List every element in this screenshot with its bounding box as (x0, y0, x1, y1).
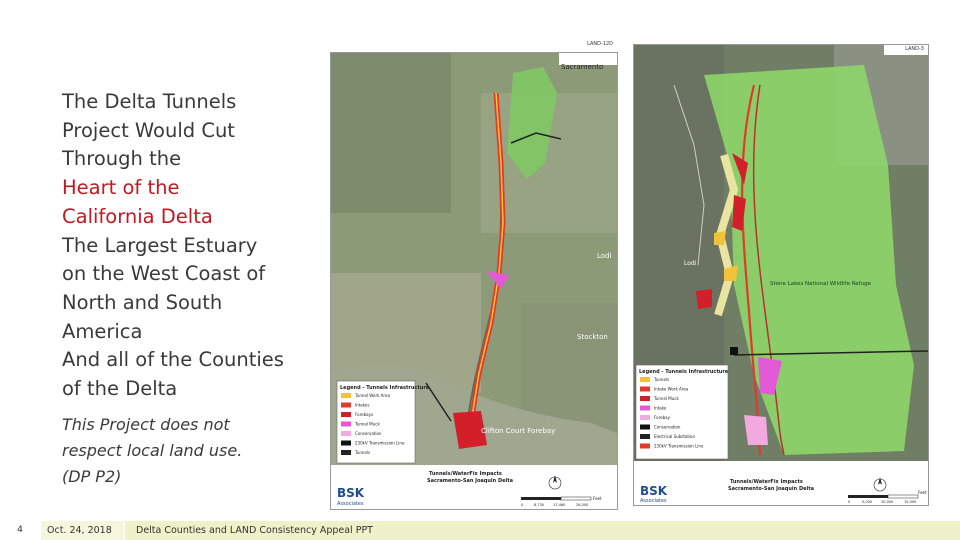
map-left-canvas (331, 53, 617, 509)
place-label: Lodi (597, 252, 612, 260)
legend-item-label: Intake (654, 405, 667, 411)
slide-note (62, 412, 312, 490)
scale-unit: Feet (593, 496, 602, 501)
legend-item-label: Tunnel Muck (654, 396, 679, 401)
map-left (330, 41, 618, 510)
legend-swatch (640, 387, 650, 392)
scale-tick: 10,000 (881, 500, 894, 504)
legend-swatch (640, 406, 650, 411)
slide-text-block (62, 88, 312, 490)
heading-line-highlight: Heart of the (62, 176, 180, 200)
heading-line: Through the (62, 147, 182, 171)
legend-swatch (640, 425, 650, 430)
legend-item-label: Conservation (654, 424, 681, 430)
map-title: Tunnels/WaterFix Impacts (429, 471, 502, 477)
legend-swatch (640, 444, 650, 449)
heading-line: And all of the Counties (62, 348, 284, 372)
place-label: Clifton Court Forebay (481, 427, 556, 435)
legend-swatch (640, 377, 650, 382)
scale-tick: 5,000 (862, 500, 873, 504)
legend-swatch (341, 403, 351, 408)
bsk-logo: BSK (640, 484, 668, 498)
scale-tick: 8,730 (534, 503, 545, 507)
legend-item-label: Tunnel Work Area (355, 393, 390, 398)
legend-swatch (341, 450, 351, 455)
legend-swatch (640, 415, 650, 420)
place-label: Stockton (577, 333, 608, 341)
legend-swatch (341, 441, 351, 446)
footer-date-box (40, 521, 125, 540)
footer-date: Oct. 24, 2018 (47, 525, 112, 536)
scale-tick: 17,460 (553, 503, 566, 507)
legend-item-label: Forebays (355, 412, 374, 417)
place-label: Lodi (684, 260, 697, 267)
legend-item-label: Forebay (654, 415, 670, 420)
legend-item-label: Tunnels (654, 377, 670, 382)
slide-number: 4 (0, 521, 40, 540)
legend-item-label: Tunnel Muck (355, 421, 380, 427)
legend-swatch (341, 431, 351, 436)
legend-item-label: 230kV Transmission Line (654, 443, 704, 449)
heading-line: The Delta Tunnels (62, 90, 237, 113)
bsk-logo-sub: Associates (640, 498, 667, 504)
map-subtitle: Sacramento-San Joaquin Delta (728, 486, 814, 492)
bsk-logo: BSK (337, 486, 365, 500)
legend-swatch (341, 422, 351, 427)
heading-line: The Largest Estuary (62, 233, 258, 257)
footer-bar (0, 521, 960, 540)
sheet-id: LAND-12D (587, 41, 613, 47)
legend-swatch (341, 393, 351, 398)
legend-title: Legend - Tunnels Infrastructure (639, 369, 729, 375)
bsk-logo-sub: Associates (337, 501, 364, 507)
place-label: Stone Lakes National Wildlife Refuge (770, 281, 871, 287)
heading-line: on the West Coast of (62, 262, 266, 286)
place-label: Sacramento (561, 63, 604, 71)
heading-line: America (62, 319, 143, 343)
map-right-canvas (634, 45, 928, 505)
scale-tick: 0 (848, 500, 851, 504)
map-title: Tunnels/WaterFix Impacts (730, 479, 803, 485)
legend-item-label: Intake Work Area (654, 386, 689, 392)
note-line: This Project does not (62, 414, 230, 434)
legend-swatch (640, 396, 650, 401)
sheet-id: LAND-3 (905, 46, 924, 52)
legend-title: Legend - Tunnels Infrastructure (340, 385, 430, 391)
footer-title: Delta Counties and LAND Consistency Appeal PPT (136, 525, 373, 536)
heading-line: Project Would Cut (62, 118, 235, 142)
note-line: (DP P2) (62, 466, 122, 486)
heading-line: North and South (62, 290, 223, 314)
legend-item-label: 230kV Transmission Line (355, 440, 405, 446)
scale-tick: 15,000 (904, 500, 917, 504)
scale-tick: 0 (521, 503, 524, 507)
map-subtitle: Sacramento-San Joaquin Delta (427, 478, 513, 484)
legend-item-label: Conservation (355, 431, 382, 436)
note-line: respect local land use. (62, 440, 243, 460)
legend-swatch (640, 434, 650, 439)
legend-item-label: Intakes (355, 402, 370, 408)
legend-item-label: Tunnels (355, 450, 371, 455)
legend-swatch (341, 412, 351, 417)
map-right (633, 44, 929, 506)
heading-line-highlight: California Delta (62, 204, 213, 228)
slide-heading (62, 88, 312, 404)
scale-unit: Feet (918, 490, 927, 495)
legend-item-label: Electrical Substation (654, 434, 696, 439)
heading-line: of the Delta (62, 377, 178, 401)
scale-tick: 26,000 (576, 503, 589, 507)
